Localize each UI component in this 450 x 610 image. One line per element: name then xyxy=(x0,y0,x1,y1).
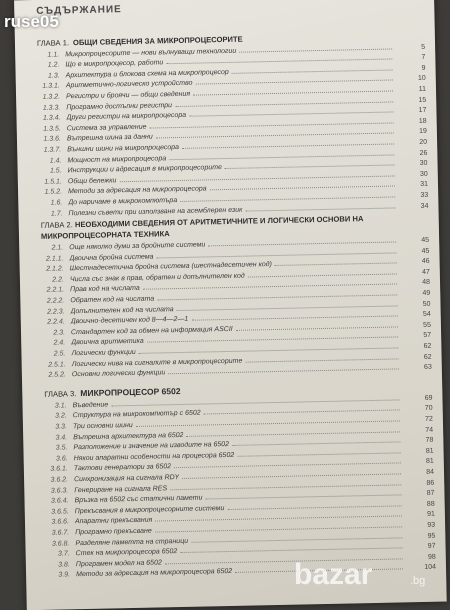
contents-heading: СЪДЪРЖАНИЕ xyxy=(36,4,122,17)
entry-number: 1.5. xyxy=(49,167,62,175)
entry-number: 3.6. xyxy=(55,455,68,463)
entry-page: 93 xyxy=(427,521,436,529)
entry-title: Разделяне паметта на страници xyxy=(75,537,189,547)
entry-title: Въведение xyxy=(72,401,109,410)
entry-title: Що е микропроцесор, работи xyxy=(65,59,164,69)
entry-number: 2.4. xyxy=(53,339,66,348)
entry-title: Логически функции xyxy=(71,348,136,358)
entry-title: Връзка на 6502 със статични памети xyxy=(74,494,203,505)
entry-number: 3.3. xyxy=(55,423,68,431)
entry-number: 1.3.6. xyxy=(43,135,62,144)
entry-page: 49 xyxy=(422,289,431,297)
entry-page: 81 xyxy=(425,447,434,455)
entry-title: Мощност на микропроцесора xyxy=(67,154,167,164)
chapter-title: МИКРОПРОЦЕСОР 6502 xyxy=(80,386,181,399)
entry-page: 62 xyxy=(423,353,432,361)
entry-page: 104 xyxy=(424,563,437,572)
chapter-1-entries xyxy=(15,40,438,218)
entry-number: 3.7. xyxy=(57,550,70,558)
entry-number: 2.5.1. xyxy=(48,361,66,369)
entry-title: Структура на микрокомпютър с 6502 xyxy=(72,409,201,420)
entry-title: Логически нива на сигналите в микропроцесорите xyxy=(71,357,243,368)
logo-tld: .bg xyxy=(410,575,426,587)
entry-page: 15 xyxy=(418,96,427,104)
entry-number: 3.6.2. xyxy=(50,476,69,484)
entry-page: 98 xyxy=(427,553,436,561)
entry-number: 2.2.3. xyxy=(46,308,65,316)
toc xyxy=(15,28,446,580)
leader-dots xyxy=(168,369,399,375)
entry-page: 95 xyxy=(427,532,436,540)
entry-number: 1.3.5. xyxy=(43,125,61,133)
entry-page: 50 xyxy=(422,300,431,308)
entry-page: 48 xyxy=(422,279,431,287)
entry-page: 34 xyxy=(420,202,429,210)
entry-title: Други регистри на микропроцесора xyxy=(66,111,187,122)
entry-page: 63 xyxy=(423,363,432,372)
entry-page: 46 xyxy=(421,258,430,266)
entry-page: 11 xyxy=(418,85,427,93)
entry-number: 1.3. xyxy=(47,72,60,80)
entry-number: 1.3.7. xyxy=(43,146,62,154)
entry-page: 19 xyxy=(419,128,427,136)
entry-page: 5 xyxy=(421,43,426,51)
entry-title: Обратен код на числата xyxy=(70,295,155,305)
entry-number: 1.5.2. xyxy=(44,188,63,197)
entry-number: 1.6. xyxy=(50,199,63,207)
entry-title: Система за управление xyxy=(66,123,147,133)
entry-number: 3.4. xyxy=(55,433,68,442)
entry-title: Методи за адресация на микропроцесора xyxy=(67,185,207,196)
entry-title: Синхронизация на сигнала RDY xyxy=(74,474,180,484)
entry-title: Тактови генератори за 6502 xyxy=(73,463,172,473)
entry-number: 1.3.2. xyxy=(42,93,61,101)
entry-title: Числа със знак в прав, обратен и допълнителен код xyxy=(69,272,245,284)
entry-page: 18 xyxy=(418,117,427,125)
entry-page: 84 xyxy=(426,468,435,476)
entry-page: 87 xyxy=(426,489,435,498)
entry-title: Разположение и значение на изводите на 6502 xyxy=(73,441,230,452)
entry-page: 30 xyxy=(419,170,428,178)
entry-page: 55 xyxy=(423,321,432,329)
entry-page: 72 xyxy=(425,415,433,423)
entry-page: 57 xyxy=(423,332,432,340)
entry-page: 54 xyxy=(422,310,431,319)
entry-page: 69 xyxy=(424,394,433,402)
entry-number: 1.5.1. xyxy=(44,178,62,186)
entry-page: 88 xyxy=(426,500,435,508)
entry-page: 62 xyxy=(423,342,432,350)
entry-number: 3.5. xyxy=(55,444,68,452)
entry-page: 26 xyxy=(419,149,428,157)
entry-number: 3.1. xyxy=(54,402,67,410)
entry-title: Стандартен код за обмен на информация ASCII xyxy=(70,325,233,337)
entry-page: 10 xyxy=(417,75,426,83)
entry-title: Регистри и броячи — общи сведения xyxy=(66,90,191,101)
entry-number: 2.2.2. xyxy=(46,297,65,305)
entry-title: Двоична бройна система xyxy=(69,253,154,262)
entry-title: Общи бележки xyxy=(67,177,117,186)
chapter-2-entries xyxy=(19,233,442,379)
entry-number: 2.1.1. xyxy=(45,255,64,263)
entry-title: Някои апаратни особености на процесора 6502 xyxy=(73,451,235,463)
entry-number: 3.6.3. xyxy=(50,486,69,495)
entry-number: 3.6.8. xyxy=(51,539,70,548)
chapter-title: ОБЩИ СВЕДЕНИЯ ЗА МИКРОПРОЦЕСОРИТЕ xyxy=(72,34,243,48)
entry-title: Аритметично-логическо устройство xyxy=(65,80,193,90)
entry-title: Още няколко думи за бройните системи xyxy=(69,241,206,252)
entry-title: Полезни съвети при използване на асемблерен език xyxy=(68,206,243,217)
entry-title: Вътрешна шина за данни xyxy=(66,133,153,143)
entry-number: 1.4. xyxy=(49,156,62,165)
entry-page: 97 xyxy=(427,542,436,550)
entry-number: 3.6.1. xyxy=(50,465,68,474)
entry-title: Външни шини на микропроцесора xyxy=(67,143,180,154)
entry-number: 2.1. xyxy=(51,244,64,252)
entry-page: 17 xyxy=(418,106,427,115)
entry-number: 1.3.4. xyxy=(42,114,61,122)
entry-page: 78 xyxy=(425,436,434,445)
entry-page: 9 xyxy=(421,64,426,72)
chapter-title: НЕОБХОДИМИ СВЕДЕНИЯ ОТ АРИТМЕТИЧНИТЕ И ЛОГИЧЕСКИ ОСНОВИ НА МИКРОПРОЦЕСОРНАТА ТЕХНИКА xyxy=(40,213,364,241)
chapter-label: ГЛАВА 2. xyxy=(40,219,73,230)
entry-number: 1.3.3. xyxy=(42,104,61,112)
logo-text: bazar xyxy=(294,558,373,591)
entry-page: 91 xyxy=(427,511,435,519)
entry-title: Допълнителен код на числата xyxy=(70,305,174,315)
bazar-logo xyxy=(292,552,442,594)
entry-title: Генериране на сигнала RES xyxy=(74,484,168,494)
entry-page: 45 xyxy=(421,236,430,245)
entry-number: 2.1.2. xyxy=(46,265,64,274)
entry-number: 1.7. xyxy=(50,209,63,218)
entry-page: 86 xyxy=(426,479,435,487)
entry-title: Три основни шини xyxy=(72,422,133,431)
entry-number: 3.6.4. xyxy=(50,497,69,505)
chapter-label: ГЛАВА 3. xyxy=(44,389,77,400)
entry-title: Двоично-десетичен код 8—4—2—1 xyxy=(70,316,189,326)
entry-number: 3.9. xyxy=(58,571,71,579)
entry-number: 2.5.2. xyxy=(48,371,66,379)
entry-title: Програмно достъпни регистри xyxy=(66,101,173,111)
entry-number: 2.3. xyxy=(53,329,66,337)
entry-page: 7 xyxy=(421,53,426,62)
entry-title: Двоична аритметика xyxy=(71,338,144,347)
user-watermark: ruse05 xyxy=(4,12,59,31)
entry-number: 1.2. xyxy=(47,61,60,69)
entry-title: Вътрешна архитектура на 6502 xyxy=(73,431,184,441)
entry-page: 33 xyxy=(420,191,429,199)
entry-title: Прекъсвания в микропроцесорните системи xyxy=(74,504,225,515)
entry-number: 3.8. xyxy=(58,561,70,569)
entry-number: 3.6.5. xyxy=(51,508,69,516)
entry-title: Прав код на числата xyxy=(70,285,140,294)
entry-title: Стек на микропроцесора 6502 xyxy=(75,548,178,558)
chapter-label: ГЛАВА 1. xyxy=(36,38,70,48)
entry-title: До наричаме в микрокомпютъра xyxy=(68,196,178,207)
book-page xyxy=(14,0,447,610)
entry-title: Апаратни прекъсвания xyxy=(74,516,153,526)
entry-title: Инструкции и адресация в микропроцесорите xyxy=(67,164,223,175)
entry-title: Методи за адресация на микропроцесора 6502 xyxy=(76,568,233,579)
entry-title: Програмен модел на 6502 xyxy=(75,559,162,568)
entry-number: 3.6.7. xyxy=(51,529,70,537)
entry-number: 2.5. xyxy=(53,350,66,358)
entry-page: 70 xyxy=(424,405,433,413)
entry-title: Микропроцесорите — нови вълнуващи технологии xyxy=(65,47,237,58)
entry-number: 2.2.1. xyxy=(46,286,65,295)
leader-dots xyxy=(245,207,395,211)
entry-page: 45 xyxy=(421,247,430,255)
entry-page: 20 xyxy=(419,138,428,146)
entry-title: Шестнадесетична бройна система (шестнадесетичен код) xyxy=(69,261,273,273)
entry-page: 30 xyxy=(419,159,428,168)
entry-number: 3.2. xyxy=(55,412,67,421)
entry-number: 3.6.6. xyxy=(51,518,70,527)
entry-page: 81 xyxy=(425,458,434,466)
entry-page: 31 xyxy=(420,181,429,189)
entry-page: 74 xyxy=(425,426,434,434)
entry-number: 1.3.1. xyxy=(42,82,60,91)
entry-number: 2.2.4. xyxy=(47,318,65,327)
entry-number: 1.1. xyxy=(47,51,60,59)
entry-title: Програмно прекъсване xyxy=(75,527,152,537)
entry-title: Основни логически функции xyxy=(71,369,166,379)
entry-title: Архитектура и блокова схема на микропроцесор xyxy=(65,68,229,80)
entry-page: 47 xyxy=(421,268,430,276)
entry-number: 2.2. xyxy=(52,276,64,284)
